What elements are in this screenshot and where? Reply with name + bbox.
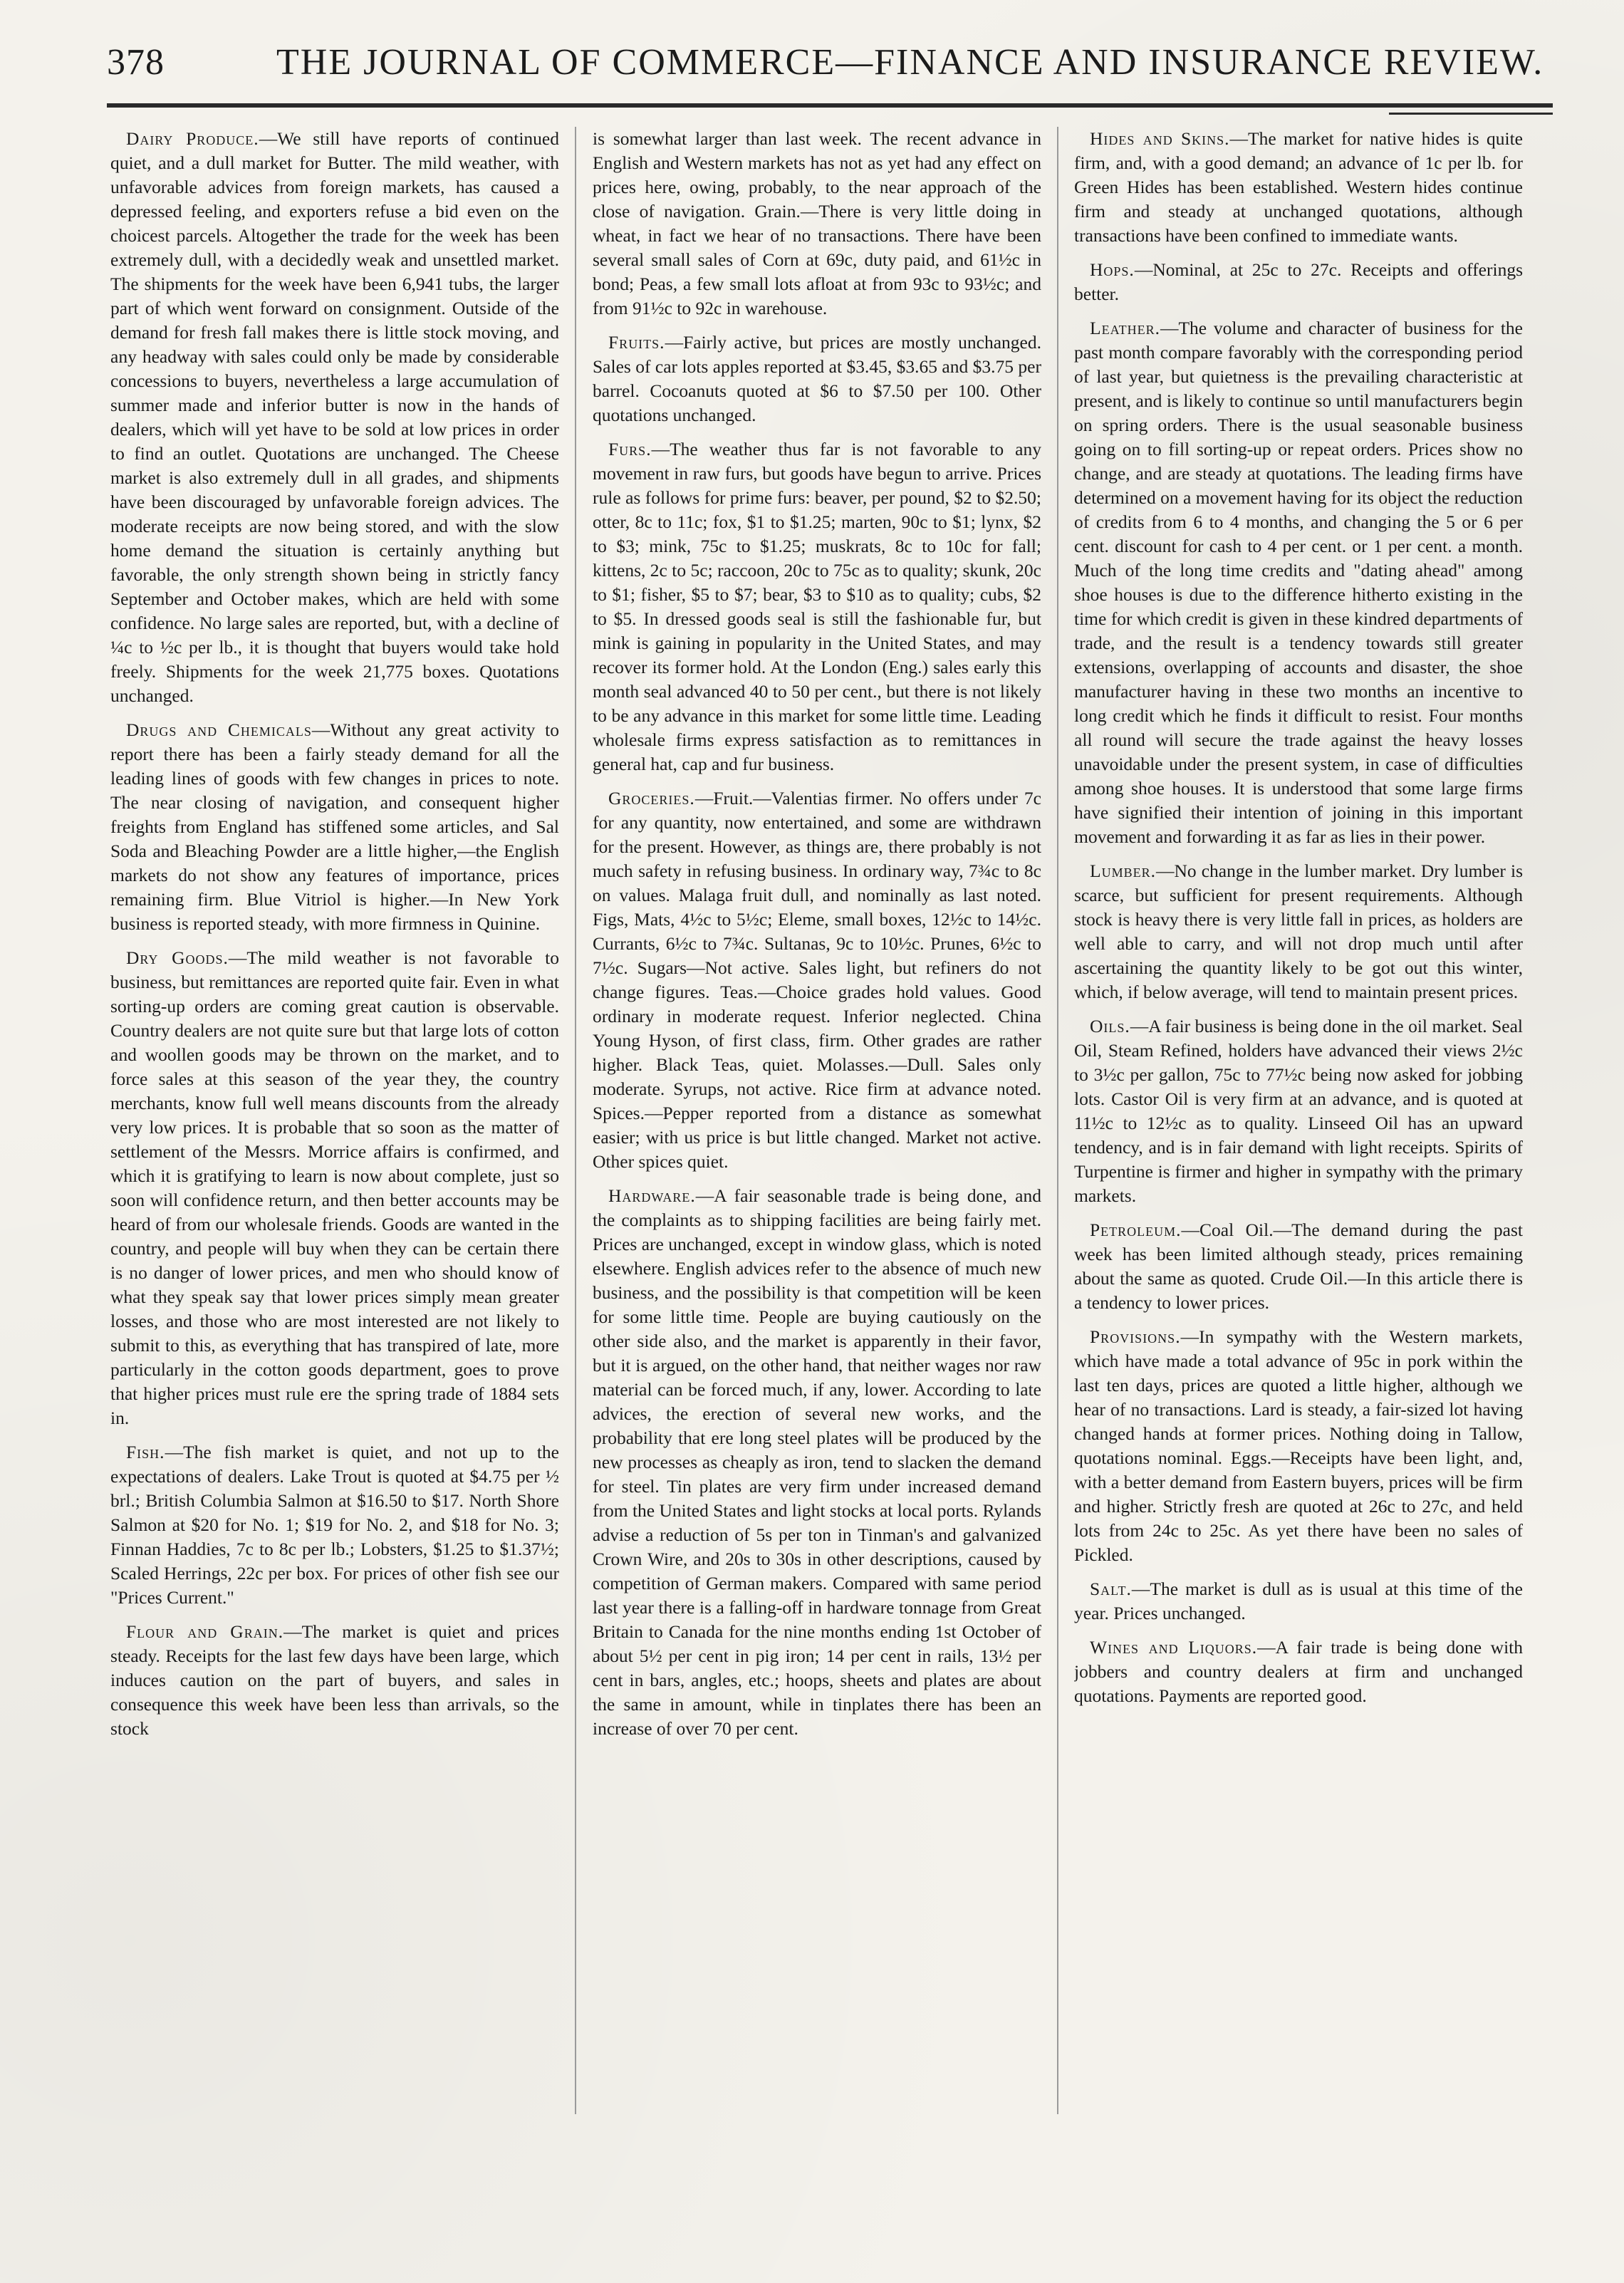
section-heading: Leather. — [1090, 318, 1160, 338]
section-heading: Hardware. — [608, 1185, 696, 1206]
section-heading: Petroleum. — [1090, 1219, 1182, 1240]
section-text: —Fairly active, but prices are mostly unchanged. Sales of car lots apples reported at $3.45, $3.65 and $3.75 per barrel. Cocoanuts quoted at $6 to $7.50 per 100. Other quotations unchanged. — [593, 332, 1041, 425]
page-number: 378 — [107, 42, 165, 83]
section-text: —A fair trade is being done with jobbers and country dealers at firm and unchanged quotations. Payments are reported good. — [1074, 1637, 1523, 1706]
market-report-paragraph — [1074, 859, 1523, 1004]
journal-title: THE JOURNAL OF COMMERCE—FINANCE AND INSURANCE REVIEW. — [276, 42, 1544, 83]
market-report-paragraph — [593, 1184, 1041, 1741]
section-heading: Hops. — [1090, 259, 1135, 280]
section-text: —Without any great activity to report there has been a fairly steady demand for all the leading lines of goods with few changes in prices to note. The near closing of navigation, and consequent higher freights from England has stiffened some articles, and Sal Soda and Bleaching Powder are a little higher,—the English markets do not show any features of importance, prices remaining firm. Blue Vitriol is higher.—In New York business is reported steady, with more firmness in Quinine. — [110, 719, 559, 934]
section-text: —The volume and character of business for the past month compare favorably with the corresponding period of last year, but quietness is the prevailing characteristic at present, and is likely to continue so until manufacturers begin on spring orders. There is the usual seasonable business going on to fill sorting-up or repeat orders. Prices show no change, and are steady at quotations. The leading firms have determined on a movement having for its object the reduction of credits from 6 to 4 months, and changing the 5 or 6 per cent. discount for cash to 4 per cent. or 1 per cent. a month. Much of the long time credits and "dating ahead" among shoe houses is due to the difference hitherto existing in the time for which credit is given in these kindred departments of trade, and the result is a tendency towards still greater extensions, overlapping of accounts and disaster, the shoe manufacturer having in these two months an incentive to long credit which he finds it difficult to resist. Four months all round will secure the trade against the heavy losses unavoidable under the present system, in case of difficulties among shoe houses. It is understood that some large firms have signified their intention of joining in this important movement and forwarding it as far as lies in their power. — [1074, 318, 1523, 847]
section-text: —Coal Oil.—The demand during the past week has been limited although steady, prices remaining about the same as quoted. Crude Oil.—In this article there is a tendency to lower prices. — [1074, 1219, 1523, 1313]
section-heading: Flour and Grain. — [126, 1621, 284, 1642]
market-report-paragraph — [593, 331, 1041, 427]
market-report-paragraph — [110, 1620, 559, 1741]
section-heading: Dairy Produce. — [126, 128, 259, 149]
section-text: —Fruit.—Valentias firmer. No offers under 7c for any quantity, now entertained, and some are withdrawn for the present. However, as things are, there probably is not much safety in refusing business. In ordinary way, 7¾c to 8c on values. Malaga fruit dull, and nominally as last noted. Figs, Mats, 4½c to 5½c; Eleme, small boxes, 12½c to 14½c. Currants, 6½c to 7¾c. Sultanas, 9c to 10½c. Prunes, 6½c to 7½c. Sugars—Not active. Sales light, but refiners do not change figures. Teas.—Choice grades hold values. Good ordinary in moderate request. Inferior neglected. China Young Hyson, of first class, firm. Other grades are rather higher. Black Teas, quiet. Molasses.—Dull. Sales only moderate. Syrups, not active. Rice firm at advance noted. Spices.—Pepper reported from a distance as somewhat easier; with us price is but little changed. Market not active. Other spices quiet. — [593, 788, 1041, 1172]
section-heading: Dry Goods. — [126, 947, 229, 968]
market-report-paragraph — [1074, 1014, 1523, 1208]
section-heading: Provisions. — [1090, 1326, 1181, 1347]
section-text: is somewhat larger than last week. The recent advance in English and Western markets has not as yet had any effect on prices here, owing, probably, to the near approach of the close of navigation. Grain.—There is very little doing in wheat, in fact we hear of no transactions. There have been several small sales of Corn at 69c, duty paid, and 61½c in bond; Peas, a few small lots afloat at from 93c to 93½c; and from 91½c to 92c in warehouse. — [593, 128, 1041, 318]
column-divider — [1057, 127, 1058, 2114]
market-column-2 — [593, 127, 1041, 2164]
section-heading: Groceries. — [608, 788, 695, 808]
section-heading: Lumber. — [1090, 860, 1156, 881]
section-text: —The fish market is quiet, and not up to the expectations of dealers. Lake Trout is quoted at $4.75 per ½ brl.; British Columbia Salmon at $16.50 to $17. North Shore Salmon at $20 for No. 1; $19 for No. 2, and $18 for No. 3; Finnan Haddies, 7c to 8c per lb.; Lobsters, $1.25 to $1.37½; Scaled Herrings, 22c per box. For prices of other fish see our "Prices Current." — [110, 1442, 559, 1608]
market-report-paragraph — [110, 718, 559, 936]
market-report-paragraph — [110, 1440, 559, 1610]
market-report-paragraph — [593, 437, 1041, 776]
header-rule-short — [1389, 113, 1553, 115]
market-report-paragraph — [1074, 258, 1523, 306]
section-text: —The mild weather is not favorable to business, but remittances are reported quite fair. Even in what sorting-up orders are coming great caution is observable. Country dealers are not quite sure but that large lots of cotton and woollen goods may be thrown on the market, and to force sales at this season of the year they, the country merchants, know full well means discounts from the already very low prices. It is probable that so soon as the matter of settlement of the Messrs. Morrice affairs is confirmed, and which it is gratifying to learn is now about complete, just so soon will confidence return, and then better accounts may be heard of from our wholesale friends. Goods are wanted in the country, and people will buy when they can be certain there is no danger of lower prices, and men who should know of what they speak say that lower prices simply mean greater losses, and those who are most interested are not likely to submit to this, as everything that has transpired of late, more particularly in the cotton goods department, goes to prove that higher prices must rule ere the spring trade of 1884 sets in. — [110, 947, 559, 1428]
column-divider — [575, 127, 576, 2114]
market-report-paragraph — [593, 127, 1041, 321]
header-rule — [107, 103, 1553, 108]
market-report-paragraph — [1074, 316, 1523, 849]
market-column-3 — [1074, 127, 1523, 2164]
market-report-paragraph — [1074, 1325, 1523, 1567]
market-report-paragraph — [1074, 1577, 1523, 1626]
section-text: —The weather thus far is not favorable to any movement in raw furs, but goods have begun to arrive. Prices rule as follows for prime furs: beaver, per pound, $2 to $2.50; otter, 8c to 11c; fox, $1 to $1.25; marten, 90c to $1; lynx, $2 to $3; mink, 75c to $1.25; muskrats, 8c to 10c for fall; kittens, 2c to 5c; raccoon, 20c to 75c as to quality; skunk, 20c to $1; fisher, $5 to $7; bear, $3 to $10 as to quality; cubs, $2 to $5. In dressed goods seal is still the fashionable fur, but mink is gaining in popularity in the United States, and may recover its former hold. At the London (Eng.) sales early this month seal advanced 40 to 50 per cent., but there is not likely to be any advance in this market for some little time. Leading wholesale firms express satisfaction as to remittances in general hat, cap and fur business. — [593, 439, 1041, 774]
market-column-1 — [110, 127, 559, 2164]
market-report-paragraph — [110, 946, 559, 1430]
market-report-paragraph — [1074, 1218, 1523, 1315]
section-text: —A fair business is being done in the oil market. Seal Oil, Steam Refined, holders have advanced their views 2½c to 3½c per gallon, 75c to 77½c being now asked for jobbing lots. Castor Oil is very firm at an advance, and is quoted at 11½c to 12½c as to quality. Linseed Oil has an upward tendency, and is in fair demand with light receipts. Spirits of Turpentine is firmer and higher in sympathy with the primary markets. — [1074, 1016, 1523, 1206]
section-text: —The market for native hides is quite firm, and, with a good demand; an advance of 1c per lb. for Green Hides has been established. Western hides continue firm and steady at unchanged quotations, although transactions have been confined to immediate wants. — [1074, 128, 1523, 246]
section-text: —No change in the lumber market. Dry lumber is scarce, but sufficient for present requirements. Although stock is heavy there is very little fall in prices, as holders are well able to carry, and will not drop much until after ascertaining the quantity likely to be got out this winter, which, if below average, will tend to maintain present prices. — [1074, 860, 1523, 1002]
section-heading: Wines and Liquors. — [1090, 1637, 1258, 1658]
section-text: —In sympathy with the Western markets, which have made a total advance of 95c in pork within the last ten days, prices are quoted a little higher, although we hear of no transactions. Lard is steady, a fair-sized lot having changed hands at former prices. Nothing doing in Tallow, quotations nominal. Eggs.—Receipts have been light, and, with a better demand from Eastern buyers, prices will be firm and higher. Strictly fresh are quoted at 26c to 27c, and held lots from 24c to 25c. As yet there have been no sales of Pickled. — [1074, 1326, 1523, 1565]
section-text: —The market is dull as is usual at this time of the year. Prices unchanged. — [1074, 1579, 1523, 1623]
market-report-paragraph — [1074, 1635, 1523, 1708]
market-report-paragraph — [110, 127, 559, 708]
page-header — [107, 41, 1544, 98]
section-text: —We still have reports of continued quiet, and a dull market for Butter. The mild weather, with unfavorable advices from foreign markets, has caused a depressed feeling, and exporters refuse a bid even on the choicest parcels. Altogether the trade for the week has been extremely dull, with a decidedly weak and unsettled market. The shipments for the week have been 6,941 tubs, the larger part of which went forward on consignment. Outside of the demand for fresh fall makes there is little stock moving, and any headway with sales could only be made by considerable concessions to buyers, nevertheless a large accumulation of summer made and inferior butter is now in the hands of dealers, which will yet have to be sold at low prices in order to find an outlet. Quotations are unchanged. The Cheese market is also extremely dull in all grades, and shipments have been discouraged by unfavorable foreign advices. The moderate receipts are now being stored, and with the slow home demand the situation is certainly anything but favorable, the only strength shown being in strictly fancy September and October makes, which are held with some confidence. No large sales are reported, but, with a decline of ¼c to ½c per lb., it is thought that buyers would take hold freely. Shipments for the week 21,775 boxes. Quotations unchanged. — [110, 128, 559, 706]
section-heading: Drugs and Chemicals — [126, 719, 312, 740]
market-report-paragraph — [593, 786, 1041, 1174]
section-heading: Salt. — [1090, 1579, 1132, 1599]
section-heading: Hides and Skins. — [1090, 128, 1230, 149]
market-report-paragraph — [1074, 127, 1523, 248]
section-heading: Oils. — [1090, 1016, 1130, 1036]
section-heading: Furs. — [608, 439, 652, 459]
section-text: —The market is quiet and prices steady. Receipts for the last few days have been large, which induces caution on the part of buyers, and sales in consequence this week have been less than arrivals, so the stock — [110, 1621, 559, 1739]
section-heading: Fruits. — [608, 332, 665, 353]
section-heading: Fish. — [126, 1442, 165, 1462]
section-text: —A fair seasonable trade is being done, and the complaints as to shipping facilities are being fairly met. Prices are unchanged, except in window glass, which is noted elsewhere. English advices refer to the absence of much new business, and the possibility is that competition will be keen for some little time. People are buying cautiously on the other side also, and the market is apparently in their favor, but it is argued, on the other hand, that neither wages nor raw material can be forced much, if any, lower. According to late advices, the erection of several new works, and the probability that ere long steel plates will be produced by the new processes as cheaply as iron, tend to slacken the demand for steel. Tin plates are very firm under increased demand from the United States and light stocks at local ports. Rylands advise a reduction of 5s per ton in Tinman's and galvanized Crown Wire, and 20s to 30s in other descriptions, caused by competition of German makers. Compared with same period last year there is a falling-off in hardware tonnage from Great Britain to Canada for the nine months ending 1st October of about 5½ per cent in pig iron; 14 per cent in rails, 13½ per cent in bars, angles, etc.; hoops, sheets and plates are about the same in amount, while in tinplates there has been an increase of over 70 per cent. — [593, 1185, 1041, 1739]
section-text: —Nominal, at 25c to 27c. Receipts and offerings better. — [1074, 259, 1523, 304]
